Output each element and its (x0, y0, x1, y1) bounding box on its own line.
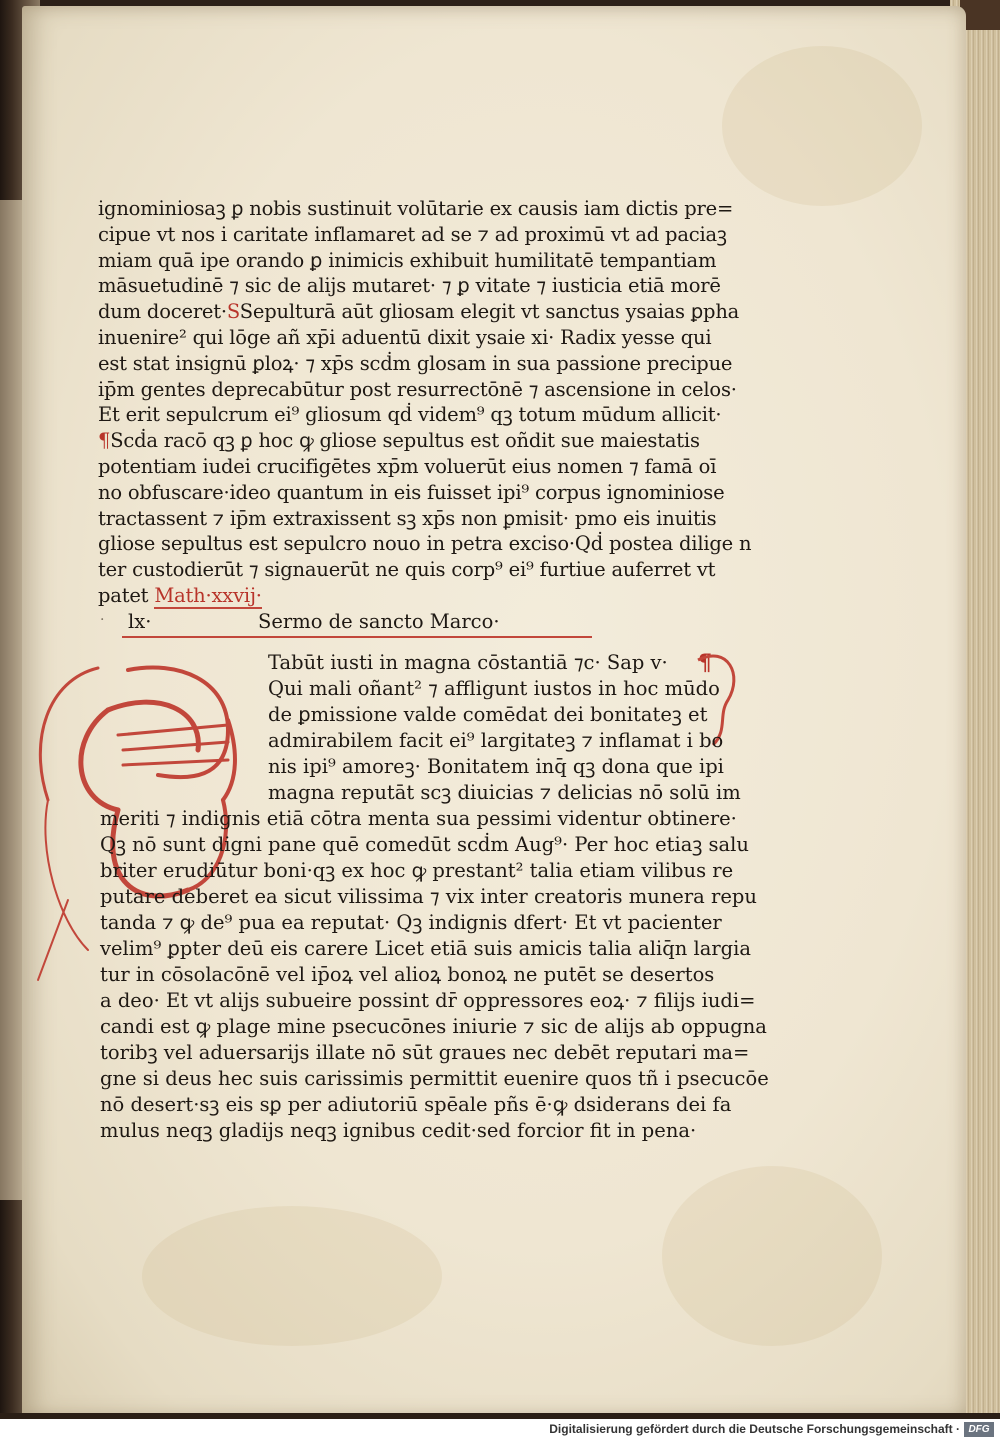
text-line: admirabilem facit ei⁹ largitateꝫ ⁊ inflamat i bo (268, 729, 724, 752)
adjacent-page-edge (0, 200, 22, 1200)
text-line: gne si deus hec suis carissimis permittit euenire quos tñ i psecucōe (100, 1067, 769, 1090)
text-fragment: Sepulturā aūt gliosam elegit vt sanctus ysaias ꝑpha (239, 300, 740, 324)
paragraph-mark: ¶ (698, 650, 712, 676)
dfg-logo: DFG (964, 1422, 994, 1437)
text-line: velim⁹ ꝑpter deū eis carere Licet etiā suis amicis talia aliq̄n largia (100, 937, 751, 960)
text-line: ignominiosaꝫ ꝑ nobis sustinuit volūtarie ex causis iam dictis pre= (98, 197, 734, 220)
rubric-initial: S (226, 300, 240, 324)
text-fragment: Scḋa racō qꝫ ꝑ hoc ꝙ gliose sepultus est oñdit sue maiestatis (110, 429, 700, 453)
text-line: māsuetudinē ⁊ sic de alijs mutaret· ⁊ ꝑ vitate ⁊ iusticia etiā morē (98, 274, 721, 298)
text-fragment: dum doceret· (98, 300, 227, 324)
text-line: Tabūt iusti in magna cōstantiā ⁊c· Sap v· (268, 651, 668, 674)
text-line: putare deberet ea sicut vilissima ⁊ vix inter creatoris munera repu (100, 885, 757, 908)
margin-mark: · (100, 612, 105, 628)
paper-stain (662, 1166, 882, 1346)
text-line: est stat insignū ꝑloꝝ· ⁊ xp̄s scḋm glosam in sua passione precipue (98, 351, 733, 375)
text-line: inuenire² qui lōge añ xp̄i aduentū dixit ysaie xi· Radix yesse qui (98, 325, 712, 349)
text-line: miam quā ipe orando ꝑ inimicis exhibuit humilitatē tempantiam (98, 248, 717, 272)
text-line (98, 583, 728, 609)
citation-math: Math·xxvij· (154, 583, 262, 607)
text-line: candi est ꝙ plage mine psecucōnes iniurie ⁊ sic de alijs ab oppugna (100, 1015, 767, 1038)
text-line: Et erit sepulcrum ei⁹ gliosum qḋ videm⁹ qꝫ totum mūdum allicit· (98, 403, 722, 427)
text-line (98, 299, 740, 325)
text-line: cipue vt nos i caritate inflamaret ad se ⁊ ad proximū vt ad paciaꝫ (98, 222, 727, 246)
text-line (98, 428, 728, 454)
text-fragment: Qḋ postea dilige n (574, 532, 752, 556)
text-line: nis ipi⁹ amoreꝫ· Bonitatem inq̄ qꝫ dona que ipi (268, 755, 724, 778)
text-line: tanda ⁊ ꝙ de⁹ pua ea reputat· Qꝫ indignis dfert· Et vt pacienter (100, 911, 722, 934)
footer-bar (0, 1419, 1000, 1441)
text-line: ter custodierūt ⁊ signauerūt ne quis corp⁹ ei⁹ furtiue auferret vt (98, 558, 716, 582)
folio-number: lx· (128, 610, 152, 633)
sermon-body (100, 650, 769, 1144)
text-line: tur in cōsolacōnē vel ip̄oꝝ vel alioꝝ bonoꝝ ne putēt se desertos (100, 963, 715, 986)
text-line: briter erudiūtur boni·qꝫ ex hoc ꝙ prestant² talia etiam vilibus re (100, 859, 734, 882)
text-line: no obfuscare·ideo quantum in eis fuisset ipi⁹ corpus ignominiose (98, 480, 725, 504)
text-line: Qꝫ nō sunt digni pane quē comedūt scḋm Aug⁹· Per hoc etiaꝫ salu (100, 833, 749, 856)
text-line: de ꝑmissione valde comēdat dei bonitateꝫ et (268, 703, 708, 726)
sermon-heading (100, 610, 720, 640)
text-line: ip̄m gentes deprecabūtur post resurrectōnē ⁊ ascensione in celos· (98, 377, 737, 401)
paragraph-mark: ¶ (98, 429, 111, 453)
text-block-upper (98, 196, 752, 609)
text-line: a deo· Et vt alijs subueire possint dr̄ oppressores eoꝝ· ⁊ filijs iudi= (100, 989, 756, 1012)
paper-stain (142, 1206, 442, 1346)
text-line: potentiam iudei crucifigētes xp̄m voluerūt eius nomen ⁊ famā oī (98, 454, 717, 478)
text-line: toribꝫ vel aduersarijs illate nō sūt graues nec debēt reputari ma= (100, 1041, 750, 1064)
paper-stain (722, 46, 922, 206)
text-fragment: patet (98, 583, 149, 607)
text-line: nō desert·sꝫ eis sꝑ per adiutoriū spēale pñs ē·ꝙ dsiderans dei fa (100, 1093, 732, 1116)
cover-corner (960, 0, 1000, 30)
text-line: magna reputāt scꝫ diuicias ⁊ delicias nō solū im (268, 781, 741, 804)
rubric-underline (122, 636, 592, 638)
text-fragment: gliose sepultus est sepulcro nouo in petra exciso· (98, 532, 575, 556)
text-line: Qui mali oñant² ⁊ affligunt iustos in hoc mūdo (268, 677, 720, 700)
text-line (98, 531, 752, 557)
text-line: mulus neqꝫ gladijs neqꝫ ignibus cedit·sed forcior fit in pena· (100, 1119, 697, 1142)
text-line: meriti ⁊ indignis etiā cōtra menta sua pessimi videntur obtinere· (100, 807, 737, 830)
sermon-title: Sermo de sancto Marco· (258, 610, 500, 633)
text-line: tractassent ⁊ ip̄m extraxissent sꝫ xp̄s non ꝑmisit· pmo eis inuitis (98, 506, 717, 530)
funding-credit: Digitalisierung gefördert durch die Deutsche Forschungsgemeinschaft · (549, 1422, 960, 1436)
